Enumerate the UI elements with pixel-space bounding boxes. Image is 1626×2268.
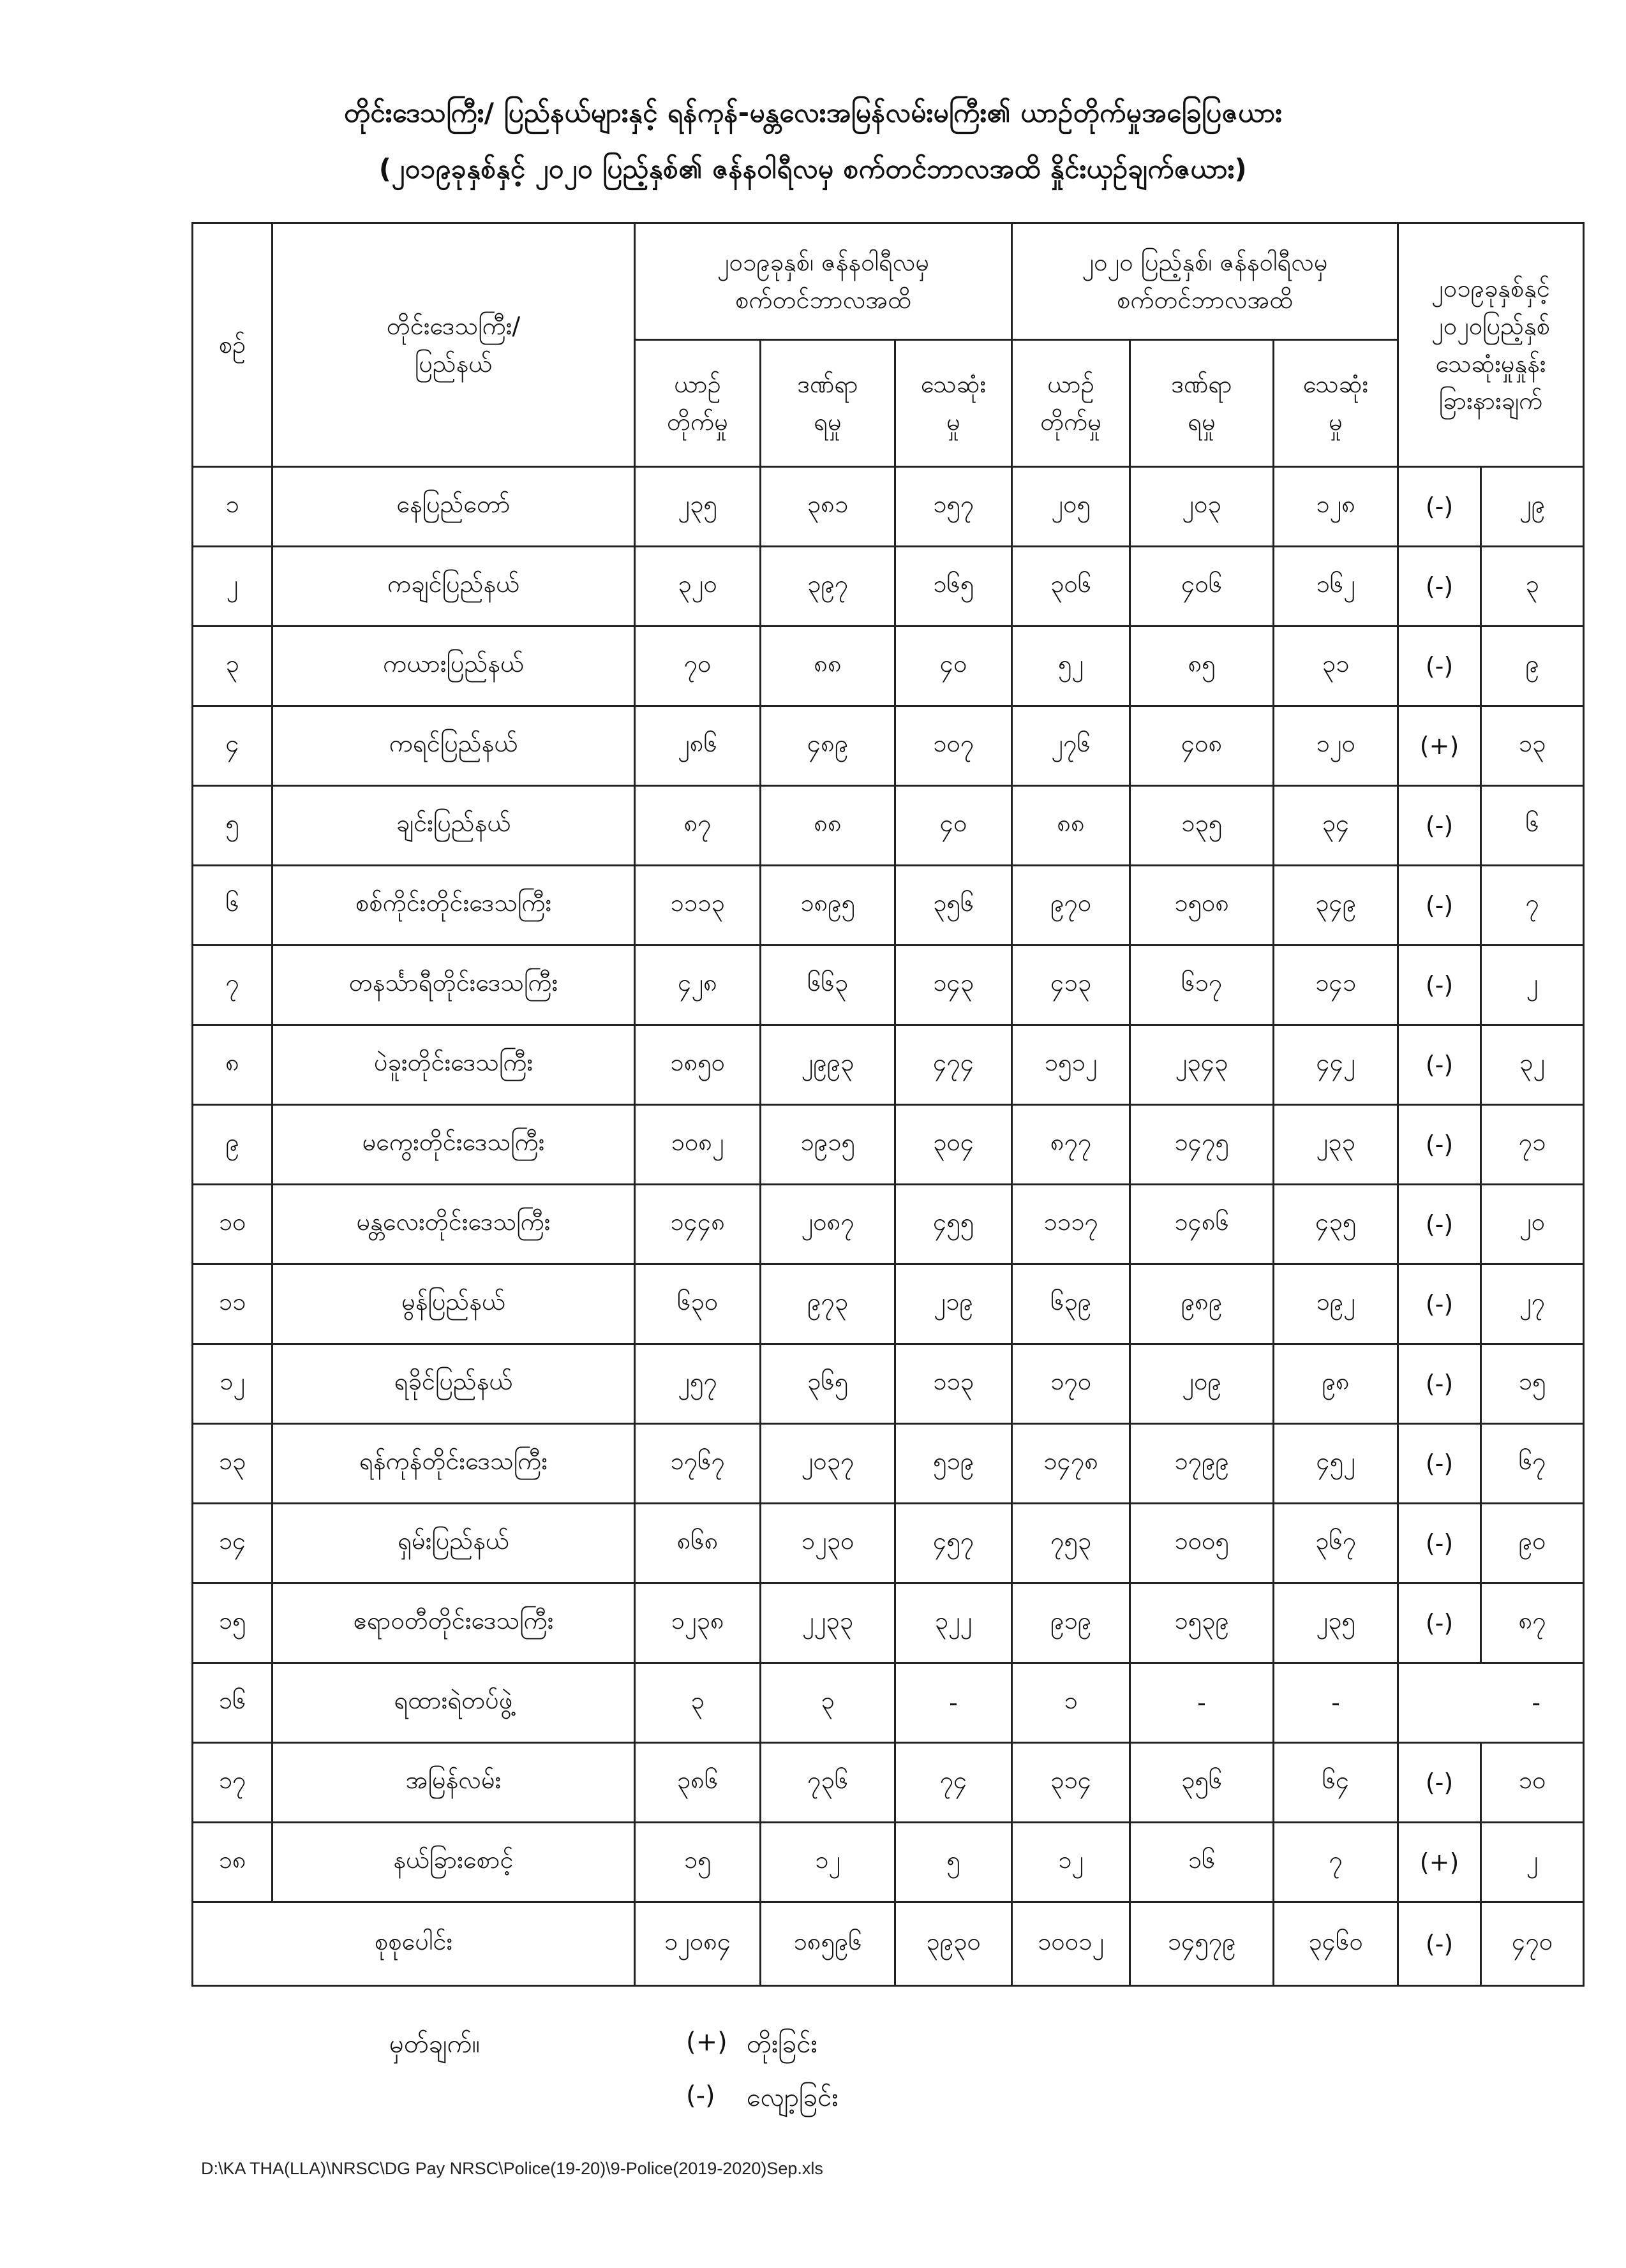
cell-i20: ၄၀၈ bbox=[1130, 706, 1274, 786]
cell-i19: ၃ bbox=[761, 1663, 895, 1743]
cell-d20: ၃၄၉ bbox=[1274, 866, 1398, 945]
cell-a19: ၁၅ bbox=[635, 1823, 761, 1902]
cell-i19: ၇၃၆ bbox=[761, 1743, 895, 1823]
cell-a20: ၁၂ bbox=[1012, 1823, 1130, 1902]
cell-d20: ၄၅၂ bbox=[1274, 1424, 1398, 1504]
cell-d20: ၁၆၂ bbox=[1274, 547, 1398, 626]
cell-i20: ၁၀၀၅ bbox=[1130, 1504, 1274, 1583]
table-row bbox=[193, 547, 1584, 626]
cell-i19: ၁၈၉၅ bbox=[761, 866, 895, 945]
cell-i20: ၂၀၃ bbox=[1130, 467, 1274, 547]
row-region-name: မွန်ပြည်နယ် bbox=[272, 1264, 635, 1344]
row-region-name: ကရင်ပြည်နယ် bbox=[272, 706, 635, 786]
diff-value: ၂၇ bbox=[1481, 1264, 1584, 1344]
cell-d20: ၇ bbox=[1274, 1823, 1398, 1902]
header-period-2019: ၂၀၁၉ခုနှစ်၊ ဇန်နဝါရီလမှ စက်တင်ဘာလအထိ bbox=[635, 223, 1012, 340]
cell-a20: ၅၂ bbox=[1012, 626, 1130, 706]
cell-i19: ၃၉၇ bbox=[761, 547, 895, 626]
row-serial: ၁၃ bbox=[193, 1424, 272, 1504]
diff-sign: (-) bbox=[1398, 1025, 1481, 1105]
row-serial: ၁၆ bbox=[193, 1663, 272, 1743]
cell-d19: - bbox=[895, 1663, 1012, 1743]
cell-d19: ၄၇၄ bbox=[895, 1025, 1012, 1105]
header-period-2020: ၂၀၂၀ ပြည့်နှစ်၊ ဇန်နဝါရီလမှ စက်တင်ဘာလအထိ bbox=[1012, 223, 1398, 340]
header-deaths-2020: သေဆုံး မှု bbox=[1274, 340, 1398, 467]
diff-sign: (-) bbox=[1398, 547, 1481, 626]
cell-a19: ၁၂၃၈ bbox=[635, 1583, 761, 1663]
table-row bbox=[193, 1185, 1584, 1264]
cell-i20: ၁၄၈၆ bbox=[1130, 1185, 1274, 1264]
diff-value: ၃ bbox=[1481, 547, 1584, 626]
diff-value: ၉၀ bbox=[1481, 1504, 1584, 1583]
row-serial: ၁ bbox=[193, 467, 272, 547]
table-row bbox=[193, 786, 1584, 866]
table-row bbox=[193, 1264, 1584, 1344]
total-i20: ၁၄၅၇၉ bbox=[1130, 1902, 1274, 1986]
cell-a19: ၁၀၈၂ bbox=[635, 1105, 761, 1185]
row-serial: ၈ bbox=[193, 1025, 272, 1105]
cell-a20: ၂၇၆ bbox=[1012, 706, 1130, 786]
row-region-name: ရှမ်းပြည်နယ် bbox=[272, 1504, 635, 1583]
row-region-name: အမြန်လမ်း bbox=[272, 1743, 635, 1823]
cell-i20: ၆၁၇ bbox=[1130, 945, 1274, 1025]
table-row bbox=[193, 626, 1584, 706]
row-region-name: နယ်ခြားစောင့် bbox=[272, 1823, 635, 1902]
cell-d20: ၂၃၅ bbox=[1274, 1583, 1398, 1663]
note-plus-text: တိုးခြင်း bbox=[747, 2029, 817, 2059]
cell-a20: ၁၅၁၂ bbox=[1012, 1025, 1130, 1105]
row-region-name: နေပြည်တော် bbox=[272, 467, 635, 547]
cell-i20: ၉၈၉ bbox=[1130, 1264, 1274, 1344]
cell-d20: ၃၁ bbox=[1274, 626, 1398, 706]
cell-a20: ၆၃၉ bbox=[1012, 1264, 1130, 1344]
cell-i19: ၄၈၉ bbox=[761, 706, 895, 786]
cell-i20: ၁၆ bbox=[1130, 1823, 1274, 1902]
row-serial: ၁၈ bbox=[193, 1823, 272, 1902]
cell-a19: ၇၀ bbox=[635, 626, 761, 706]
row-serial: ၉ bbox=[193, 1105, 272, 1185]
total-row bbox=[193, 1902, 1584, 1986]
cell-d20: ၃၄ bbox=[1274, 786, 1398, 866]
cell-a20: ၄၁၃ bbox=[1012, 945, 1130, 1025]
total-d20: ၃၄၆၀ bbox=[1274, 1902, 1398, 1986]
cell-i20: ၈၅ bbox=[1130, 626, 1274, 706]
cell-i20: ၁၅၃၉ bbox=[1130, 1583, 1274, 1663]
cell-d19: ၅၁၉ bbox=[895, 1424, 1012, 1504]
cell-d19: ၁၄၃ bbox=[895, 945, 1012, 1025]
note-minus-text: လျော့ခြင်း bbox=[747, 2083, 839, 2112]
cell-a19: ၃၂၀ bbox=[635, 547, 761, 626]
title-line-1: တိုင်းဒေသကြီး/ ပြည်နယ်များနှင့် ရန်ကုန်-မန္တလေးအမြန်လမ်းမကြီး၏ ယာဉ်တိုက်မှုအခြေပြဇယား bbox=[343, 97, 1283, 128]
row-serial: ၁၀ bbox=[193, 1185, 272, 1264]
cell-d19: ၁၁၃ bbox=[895, 1344, 1012, 1424]
cell-a20: ၈၇၇ bbox=[1012, 1105, 1130, 1185]
table-row bbox=[193, 1743, 1584, 1823]
row-serial: ၁၅ bbox=[193, 1583, 272, 1663]
diff-value: ၂ bbox=[1481, 1823, 1584, 1902]
row-serial: ၇ bbox=[193, 945, 272, 1025]
diff-sign: (-) bbox=[1398, 1504, 1481, 1583]
cell-d19: ၅ bbox=[895, 1823, 1012, 1902]
cell-i19: ၁၂ bbox=[761, 1823, 895, 1902]
cell-d19: ၁၀၇ bbox=[895, 706, 1012, 786]
cell-d20: ၄၄၂ bbox=[1274, 1025, 1398, 1105]
cell-a19: ၈၆၈ bbox=[635, 1504, 761, 1583]
cell-a20: ၁၇၀ bbox=[1012, 1344, 1130, 1424]
diff-value: ၇၁ bbox=[1481, 1105, 1584, 1185]
accident-comparison-table bbox=[191, 222, 1585, 1987]
diff-value: ၆ bbox=[1481, 786, 1584, 866]
row-region-name: ရခိုင်ပြည်နယ် bbox=[272, 1344, 635, 1424]
diff-sign: (-) bbox=[1398, 1743, 1481, 1823]
cell-a20: ၃၀၆ bbox=[1012, 547, 1130, 626]
cell-d19: ၇၄ bbox=[895, 1743, 1012, 1823]
cell-i20: ၂၀၉ bbox=[1130, 1344, 1274, 1424]
table-row bbox=[193, 706, 1584, 786]
diff-value: ၁၃ bbox=[1481, 706, 1584, 786]
cell-i19: ၃၈၁ bbox=[761, 467, 895, 547]
total-diff-value: ၄၇၀ bbox=[1481, 1902, 1584, 1986]
table-row bbox=[193, 1105, 1584, 1185]
row-region-name: ရထားရဲတပ်ဖွဲ့ bbox=[272, 1663, 635, 1743]
cell-d20: ၁၄၁ bbox=[1274, 945, 1398, 1025]
total-diff-sign: (-) bbox=[1398, 1902, 1481, 1986]
cell-d20: ၄၃၅ bbox=[1274, 1185, 1398, 1264]
header-accidents-2019: ယာဉ် တိုက်မှု bbox=[635, 340, 761, 467]
cell-a20: ၉၁၉ bbox=[1012, 1583, 1130, 1663]
cell-d20: ၃၆၇ bbox=[1274, 1504, 1398, 1583]
cell-d19: ၄၅၇ bbox=[895, 1504, 1012, 1583]
cell-d19: ၄၀ bbox=[895, 626, 1012, 706]
note-minus-sign: (-) bbox=[686, 2081, 715, 2110]
row-serial: ၅ bbox=[193, 786, 272, 866]
note-label: မှတ်ချက်။ bbox=[389, 2029, 480, 2059]
table-row bbox=[193, 1025, 1584, 1105]
cell-d19: ၄၀ bbox=[895, 786, 1012, 866]
cell-d19: ၄၅၅ bbox=[895, 1185, 1012, 1264]
header-region: တိုင်းဒေသကြီး/ ပြည်နယ် bbox=[272, 223, 635, 467]
diff-sign: (-) bbox=[1398, 786, 1481, 866]
total-d19: ၃၉၃၀ bbox=[895, 1902, 1012, 1986]
header-serial: စဉ် bbox=[193, 223, 272, 467]
header-injured-2019: ဒဏ်ရာ ရမှု bbox=[761, 340, 895, 467]
diff-value: ၉ bbox=[1481, 626, 1584, 706]
cell-i20: ၂၃၄၃ bbox=[1130, 1025, 1274, 1105]
diff-value: ၂၉ bbox=[1481, 467, 1584, 547]
cell-a19: ၆၃၀ bbox=[635, 1264, 761, 1344]
cell-a19: ၂၃၅ bbox=[635, 467, 761, 547]
row-region-name: ရန်ကုန်တိုင်းဒေသကြီး bbox=[272, 1424, 635, 1504]
cell-i20: - bbox=[1130, 1663, 1274, 1743]
cell-i20: ၄၀၆ bbox=[1130, 547, 1274, 626]
total-a19: ၁၂၀၈၄ bbox=[635, 1902, 761, 1986]
cell-d20: - bbox=[1274, 1663, 1398, 1743]
table-row bbox=[193, 1424, 1584, 1504]
row-region-name: ကချင်ပြည်နယ် bbox=[272, 547, 635, 626]
cell-d20: ၁၉၂ bbox=[1274, 1264, 1398, 1344]
table-row bbox=[193, 467, 1584, 547]
diff-sign: (-) bbox=[1398, 1185, 1481, 1264]
cell-a20: ၁၄၇၈ bbox=[1012, 1424, 1130, 1504]
footer-file-path: D:\KA THA(LLA)\NRSC\DG Pay NRSC\Police(19-20)\9-Police(2019-2020)Sep.xls bbox=[201, 2159, 823, 2178]
cell-d20: ၉၈ bbox=[1274, 1344, 1398, 1424]
cell-i19: ၁၉၁၅ bbox=[761, 1105, 895, 1185]
cell-i20: ၁၇၉၉ bbox=[1130, 1424, 1274, 1504]
cell-a20: ၁၁၁၇ bbox=[1012, 1185, 1130, 1264]
row-serial: ၂ bbox=[193, 547, 272, 626]
table-row bbox=[193, 1583, 1584, 1663]
diff-sign: (-) bbox=[1398, 1264, 1481, 1344]
diff-value: ၃၂ bbox=[1481, 1025, 1584, 1105]
note-plus-sign: (+) bbox=[686, 2027, 727, 2057]
cell-a20: ၃၁၄ bbox=[1012, 1743, 1130, 1823]
table-row bbox=[193, 945, 1584, 1025]
table-row bbox=[193, 1823, 1584, 1902]
cell-a19: ၁၁၁၃ bbox=[635, 866, 761, 945]
diff-value: ၂ bbox=[1481, 945, 1584, 1025]
row-serial: ၁၂ bbox=[193, 1344, 272, 1424]
table-row bbox=[193, 866, 1584, 945]
diff-sign: (-) bbox=[1398, 1105, 1481, 1185]
cell-a20: ၉၇၀ bbox=[1012, 866, 1130, 945]
diff-sign: (-) bbox=[1398, 1344, 1481, 1424]
row-region-name: တနင်္သာရီတိုင်းဒေသကြီး bbox=[272, 945, 635, 1025]
diff-sign: (-) bbox=[1398, 1424, 1481, 1504]
cell-i19: ၂၀၃၇ bbox=[761, 1424, 895, 1504]
cell-i20: ၁၃၅ bbox=[1130, 786, 1274, 866]
cell-d20: ၁၂၀ bbox=[1274, 706, 1398, 786]
row-serial: ၁၇ bbox=[193, 1743, 272, 1823]
diff-value: ၆၇ bbox=[1481, 1424, 1584, 1504]
row-region-name: ဧရာဝတီတိုင်းဒေသကြီး bbox=[272, 1583, 635, 1663]
cell-i20: ၁၄၇၅ bbox=[1130, 1105, 1274, 1185]
cell-a19: ၃၈၆ bbox=[635, 1743, 761, 1823]
cell-i20: ၃၅၆ bbox=[1130, 1743, 1274, 1823]
cell-a19: ၁၇၆၇ bbox=[635, 1424, 761, 1504]
cell-i19: ၂၉၉၃ bbox=[761, 1025, 895, 1105]
cell-d19: ၃၀၄ bbox=[895, 1105, 1012, 1185]
cell-i19: ၈၈ bbox=[761, 786, 895, 866]
diff-value: - bbox=[1398, 1663, 1584, 1743]
cell-a20: ၂၀၅ bbox=[1012, 467, 1130, 547]
table-row bbox=[193, 1663, 1584, 1743]
cell-a19: ၂၅၇ bbox=[635, 1344, 761, 1424]
cell-a19: ၄၂၈ bbox=[635, 945, 761, 1025]
diff-sign: (-) bbox=[1398, 945, 1481, 1025]
cell-a19: ၁၈၅၀ bbox=[635, 1025, 761, 1105]
cell-i19: ၈၈ bbox=[761, 626, 895, 706]
diff-value: ၂၀ bbox=[1481, 1185, 1584, 1264]
row-region-name: မကွေးတိုင်းဒေသကြီး bbox=[272, 1105, 635, 1185]
cell-a20: ၈၈ bbox=[1012, 786, 1130, 866]
diff-sign: (-) bbox=[1398, 467, 1481, 547]
header-deaths-2019: သေဆုံး မှု bbox=[895, 340, 1012, 467]
total-a20: ၁၀၀၁၂ bbox=[1012, 1902, 1130, 1986]
cell-a19: ၁၄၄၈ bbox=[635, 1185, 761, 1264]
row-region-name: စစ်ကိုင်းတိုင်းဒေသကြီး bbox=[272, 866, 635, 945]
header-accidents-2020: ယာဉ် တိုက်မှု bbox=[1012, 340, 1130, 467]
cell-d19: ၁၆၅ bbox=[895, 547, 1012, 626]
cell-a19: ၃ bbox=[635, 1663, 761, 1743]
row-serial: ၆ bbox=[193, 866, 272, 945]
diff-value: ၈၇ bbox=[1481, 1583, 1584, 1663]
cell-i19: ၁၂၃၀ bbox=[761, 1504, 895, 1583]
cell-d19: ၃၂၂ bbox=[895, 1583, 1012, 1663]
cell-d19: ၃၅၆ bbox=[895, 866, 1012, 945]
cell-d20: ၂၃၃ bbox=[1274, 1105, 1398, 1185]
row-region-name: ပဲခူးတိုင်းဒေသကြီး bbox=[272, 1025, 635, 1105]
row-serial: ၃ bbox=[193, 626, 272, 706]
cell-a19: ၂၈၆ bbox=[635, 706, 761, 786]
cell-i19: ၉၇၃ bbox=[761, 1264, 895, 1344]
cell-i19: ၂၀၈၇ bbox=[761, 1185, 895, 1264]
cell-d19: ၁၅၇ bbox=[895, 467, 1012, 547]
cell-a19: ၈၇ bbox=[635, 786, 761, 866]
header-injured-2020: ဒဏ်ရာ ရမှု bbox=[1130, 340, 1274, 467]
cell-i19: ၂၂၃၃ bbox=[761, 1583, 895, 1663]
cell-a20: ၁ bbox=[1012, 1663, 1130, 1743]
diff-sign: (-) bbox=[1398, 1583, 1481, 1663]
diff-sign: (+) bbox=[1398, 706, 1481, 786]
diff-sign: (-) bbox=[1398, 626, 1481, 706]
cell-d19: ၂၁၉ bbox=[895, 1264, 1012, 1344]
diff-value: ၇ bbox=[1481, 866, 1584, 945]
cell-i19: ၆၆၃ bbox=[761, 945, 895, 1025]
row-serial: ၄ bbox=[193, 706, 272, 786]
diff-value: ၁၅ bbox=[1481, 1344, 1584, 1424]
cell-a20: ၇၅၃ bbox=[1012, 1504, 1130, 1583]
row-serial: ၁၄ bbox=[193, 1504, 272, 1583]
total-label: စုစုပေါင်း bbox=[193, 1902, 635, 1986]
row-region-name: ချင်းပြည်နယ် bbox=[272, 786, 635, 866]
table-row bbox=[193, 1344, 1584, 1424]
table-row bbox=[193, 1504, 1584, 1583]
cell-i20: ၁၅၀၈ bbox=[1130, 866, 1274, 945]
cell-i19: ၃၆၅ bbox=[761, 1344, 895, 1424]
table-body bbox=[193, 467, 1584, 1986]
row-region-name: ကယားပြည်နယ် bbox=[272, 626, 635, 706]
title-line-2: (၂၀၁၉ခုနှစ်နှင့် ၂၀၂၀ ပြည့်နှစ်၏ ဇန်နဝါရီလမှ စက်တင်ဘာလအထိ နှိုင်းယှဉ်ချက်ဇယား) bbox=[378, 153, 1248, 184]
row-serial: ၁၁ bbox=[193, 1264, 272, 1344]
diff-sign: (+) bbox=[1398, 1823, 1481, 1902]
cell-d20: ၆၄ bbox=[1274, 1743, 1398, 1823]
header-comparison: ၂၀၁၉ခုနှစ်နှင့် ၂၀၂၀ပြည့်နှစ် သေဆုံးမှုနှုန်း ခြားနားချက် bbox=[1398, 223, 1584, 467]
total-i19: ၁၈၅၉၆ bbox=[761, 1902, 895, 1986]
cell-d20: ၁၂၈ bbox=[1274, 467, 1398, 547]
row-region-name: မန္တလေးတိုင်းဒေသကြီး bbox=[272, 1185, 635, 1264]
diff-value: ၁၀ bbox=[1481, 1743, 1584, 1823]
diff-sign: (-) bbox=[1398, 866, 1481, 945]
